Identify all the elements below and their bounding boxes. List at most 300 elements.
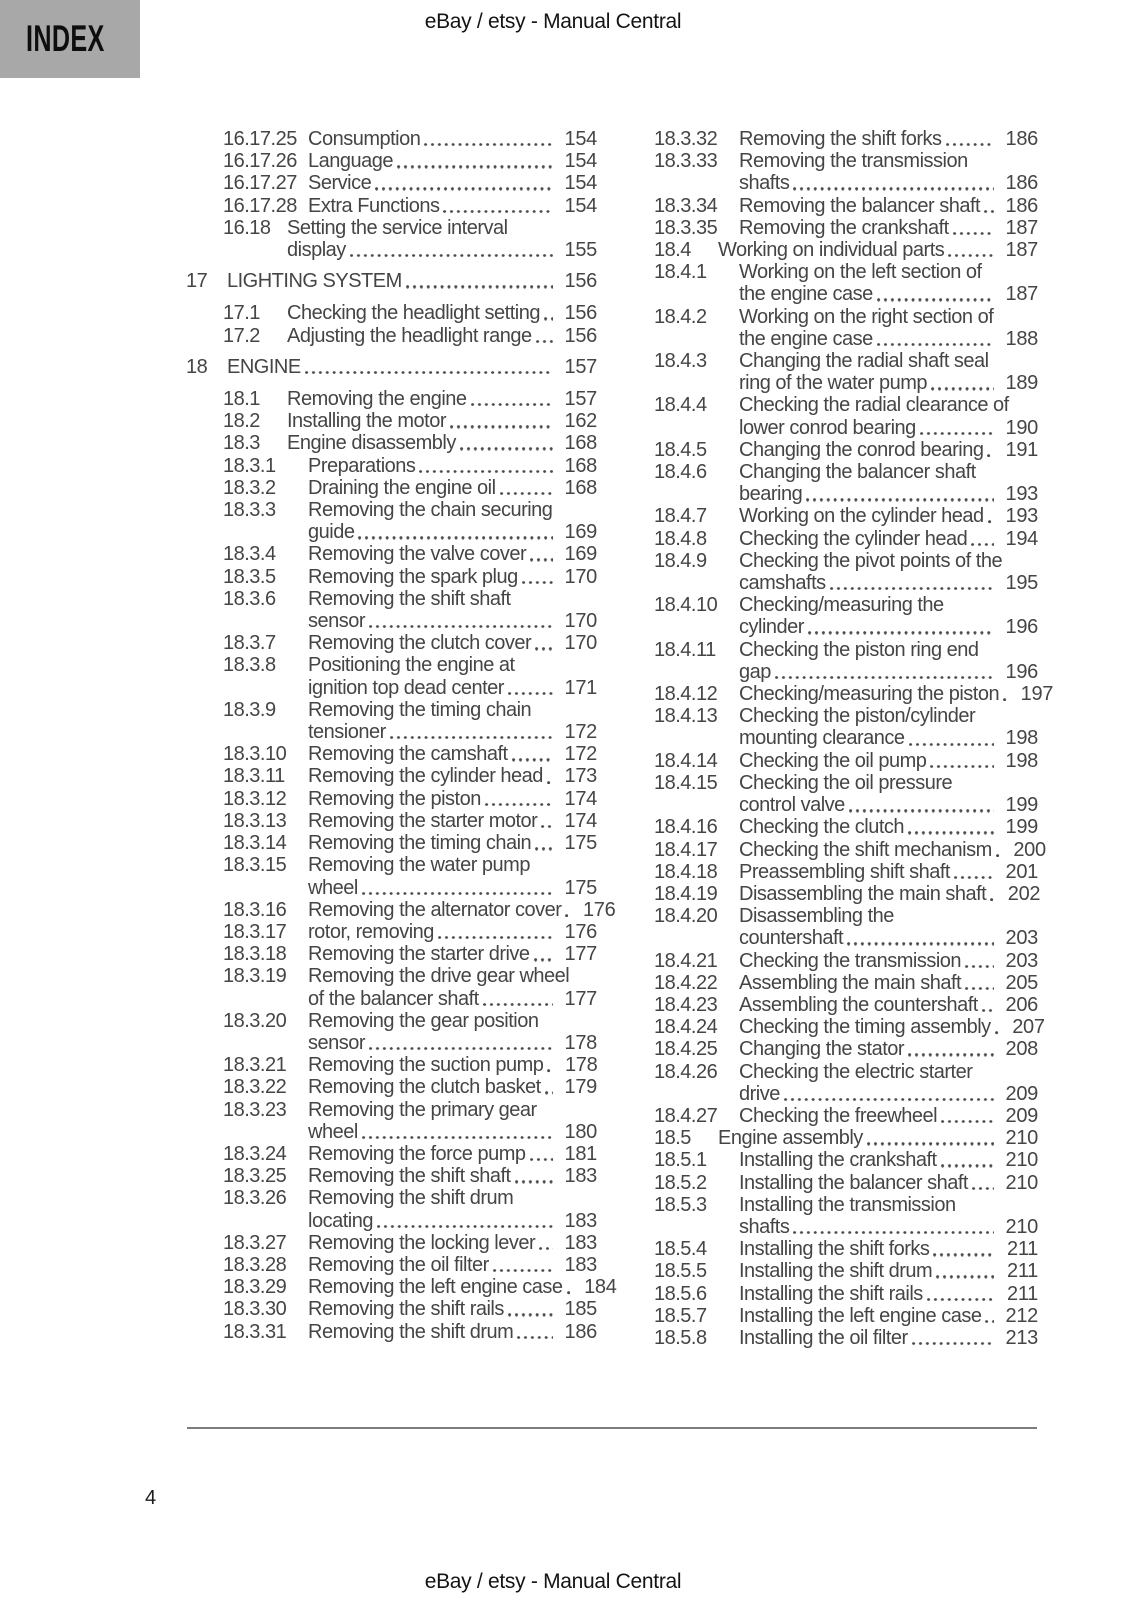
dot-leader: [545, 1091, 553, 1094]
toc-entry-page: 199: [1005, 794, 1038, 817]
toc-entry-title: Checking the timing assembly: [739, 1016, 991, 1039]
dot-leader: [847, 942, 994, 945]
toc-entry[interactable]: [223, 217, 597, 261]
toc-entry-page: 194: [1005, 527, 1038, 550]
toc-entry[interactable]: [223, 1010, 597, 1054]
toc-entry-number: 18.3.22: [223, 1076, 287, 1099]
toc-entry[interactable]: [654, 439, 1038, 461]
toc-entry[interactable]: [654, 1283, 1038, 1305]
toc-entry-title: Consumption: [308, 128, 421, 150]
toc-entry-number: 18.4.7: [654, 505, 707, 528]
toc-entry[interactable]: [223, 302, 597, 324]
toc-entry[interactable]: [654, 528, 1038, 550]
toc-entry-title: Removing the cylinder head: [308, 765, 543, 788]
toc-entry[interactable]: [223, 172, 597, 194]
toc-entry-page: 202: [1007, 882, 1041, 905]
toc-entry-number: 17.2: [223, 324, 260, 347]
toc-entry-title: Checking the shift mechanism: [739, 838, 992, 861]
toc-entry-number: 18.4.13: [654, 705, 718, 728]
toc-entry[interactable]: [654, 1061, 1038, 1105]
dot-leader: [941, 1164, 994, 1167]
toc-entry-title: Installing the oil filter: [739, 1326, 908, 1349]
toc-entry-title: ENGINE: [227, 355, 301, 378]
toc-entry-title: Engine assembly: [718, 1127, 863, 1150]
toc-entry-number: 18.5.1: [654, 1149, 707, 1172]
toc-entry[interactable]: [654, 550, 1038, 594]
toc-entry[interactable]: [223, 699, 597, 743]
toc-entry[interactable]: [223, 1276, 617, 1299]
dot-leader: [965, 987, 994, 990]
header-title: eBay / etsy - Manual Central: [424, 10, 682, 33]
toc-entry-number: 18.4.23: [654, 993, 718, 1016]
toc-entry-number: 18.4.4: [654, 394, 707, 417]
toc-entry[interactable]: [654, 838, 1046, 861]
toc-entry-title: Checking/measuring the piston: [739, 683, 1000, 706]
dot-leader: [990, 898, 996, 901]
toc-entry-number: 18.3.13: [223, 809, 287, 832]
dot-leader: [460, 447, 553, 450]
toc-entry-title: Language: [308, 150, 393, 173]
toc-entry[interactable]: [654, 150, 1038, 194]
footer-divider: [187, 1427, 1037, 1429]
toc-entry-number: 18.3.6: [223, 587, 276, 610]
toc-entry-title: Checking the oil pressure: [739, 771, 953, 794]
toc-entry[interactable]: [654, 1238, 1038, 1260]
toc-entry-title: Working on the left section of: [739, 261, 982, 284]
toc-entry[interactable]: [654, 1327, 1038, 1349]
toc-entry-number: 18.3.2: [223, 476, 276, 499]
toc-entry[interactable]: [223, 743, 597, 765]
toc-entry-title: sensor: [308, 610, 366, 633]
toc-entry[interactable]: [223, 810, 597, 832]
toc-entry-number: 18.3.25: [223, 1165, 287, 1188]
dot-leader: [793, 187, 994, 190]
toc-entry[interactable]: [654, 394, 1038, 438]
toc-entry-title: Removing the force pump: [308, 1142, 526, 1165]
toc-entry-page: 180: [564, 1120, 597, 1143]
toc-entry-page: 195: [1005, 572, 1038, 595]
toc-entry[interactable]: [654, 882, 1041, 905]
toc-entry-page: 154: [564, 128, 597, 150]
toc-entry-title: Preassembling shift shaft: [739, 860, 950, 883]
dot-leader: [946, 143, 994, 146]
toc-entry[interactable]: [654, 750, 1038, 772]
toc-entry-number: 18.4.18: [654, 860, 718, 883]
toc-entry[interactable]: [223, 1232, 597, 1254]
toc-entry-title: Installing the shift forks: [739, 1238, 930, 1261]
toc-entry-title: cylinder: [739, 616, 804, 639]
toc-entry-page: 175: [564, 832, 597, 855]
dot-leader: [350, 254, 553, 257]
toc-entry-number: 16.17.28: [223, 194, 297, 217]
toc-entry-page: 187: [1005, 283, 1038, 306]
toc-entry[interactable]: [654, 1172, 1038, 1194]
toc-entry[interactable]: [654, 950, 1038, 972]
dot-leader: [419, 470, 553, 473]
toc-entry-number: 18.4.25: [654, 1038, 718, 1061]
toc-entry-number: 18.3.8: [223, 654, 276, 677]
toc-entry-page: 183: [564, 1253, 597, 1276]
toc-entry-page: 193: [1005, 483, 1038, 506]
toc-entry[interactable]: [223, 1321, 597, 1343]
toc-entry-title: guide: [308, 521, 355, 544]
toc-entry-title: gap: [739, 660, 771, 683]
toc-entry-page: 154: [564, 194, 597, 217]
dot-leader: [369, 625, 553, 628]
toc-entry[interactable]: [654, 261, 1038, 305]
toc-entry-page: 193: [1005, 505, 1038, 528]
toc-entry[interactable]: [223, 195, 597, 217]
dot-leader: [808, 631, 994, 634]
dot-leader: [912, 1342, 994, 1345]
toc-entry-title: Removing the engine: [287, 388, 467, 411]
toc-entry[interactable]: [654, 1038, 1038, 1060]
dot-leader: [927, 1298, 994, 1301]
toc-entry-number: 18.4.5: [654, 438, 707, 461]
footer-title: eBay / etsy - Manual Central: [424, 1570, 682, 1593]
toc-entry-number: 18.3.29: [223, 1276, 287, 1299]
toc-entry-page: 209: [1005, 1082, 1038, 1105]
toc-entry-title: Positioning the engine at: [308, 654, 515, 677]
toc-entry[interactable]: [223, 788, 597, 810]
toc-entry-title: Checking the electric starter: [739, 1060, 973, 1083]
toc-entry-page: 197: [1020, 683, 1054, 706]
toc-entry[interactable]: [654, 772, 1038, 816]
dot-leader: [908, 831, 994, 834]
toc-entry-title: sensor: [308, 1031, 366, 1054]
toc-entry-title: Installing the left engine case: [739, 1304, 982, 1327]
toc-entry[interactable]: [223, 325, 597, 347]
toc-entry[interactable]: [654, 1260, 1038, 1282]
toc-entry-page: 176: [582, 898, 616, 921]
toc-entry-page: 181: [564, 1142, 597, 1165]
toc-entry-page: 171: [564, 676, 597, 699]
toc-entry-number: 18.4.8: [654, 527, 707, 550]
toc-entry-page: 189: [1005, 372, 1038, 395]
dot-leader: [995, 1031, 1001, 1034]
dot-leader: [305, 371, 553, 374]
toc-entry-page: 211: [1007, 1260, 1038, 1283]
toc-entry-title: Checking the clutch: [739, 816, 905, 839]
dot-leader: [931, 387, 994, 390]
dot-leader: [988, 520, 994, 523]
toc-entry-page: 201: [1005, 860, 1038, 883]
toc-entry[interactable]: [223, 1054, 597, 1076]
toc-entry-page: 156: [564, 302, 597, 325]
dot-leader: [936, 1275, 994, 1278]
toc-entry[interactable]: [654, 1016, 1045, 1039]
toc-entry-title: Removing the shift drum: [308, 1187, 514, 1210]
toc-entry-page: 170: [564, 565, 597, 588]
toc-entry-title: Checking/measuring the: [739, 594, 944, 617]
toc-entry-page: 190: [1005, 416, 1038, 439]
toc-entry[interactable]: [654, 505, 1038, 527]
toc-entry-title: Removing the suction pump: [308, 1054, 544, 1077]
toc-entry[interactable]: [223, 921, 597, 943]
dot-leader: [987, 454, 994, 457]
toc-entry-title: Changing the stator: [739, 1038, 905, 1061]
toc-entry[interactable]: [654, 1194, 1038, 1238]
toc-entry-page: 154: [564, 172, 597, 195]
toc-entry[interactable]: [223, 477, 597, 499]
toc-entry-number: 18.4.22: [654, 971, 718, 994]
toc-entry[interactable]: [223, 588, 597, 632]
toc-entry[interactable]: [654, 195, 1038, 217]
index-tab-label: INDEX: [26, 18, 105, 59]
dot-leader: [512, 758, 553, 761]
toc-entry[interactable]: [654, 217, 1038, 239]
toc-entry[interactable]: [223, 455, 597, 477]
toc-entry-title: Disassembling the: [739, 905, 894, 928]
toc-entry-number: 18.5.3: [654, 1193, 707, 1216]
toc-entry[interactable]: [223, 832, 597, 854]
toc-entry[interactable]: [654, 972, 1038, 994]
toc-entry-page: 208: [1005, 1038, 1038, 1061]
toc-entry[interactable]: [223, 1165, 597, 1187]
toc-entry-number: 18.5.5: [654, 1260, 707, 1283]
toc-entry-number: 18.3.12: [223, 787, 287, 810]
toc-entry-page: 179: [564, 1076, 597, 1099]
toc-entry-title: Removing the shift shaft: [308, 587, 511, 610]
toc-entry[interactable]: [223, 943, 597, 965]
toc-entry[interactable]: [223, 1298, 597, 1320]
toc-entry-page: 196: [1005, 616, 1038, 639]
toc-entry-page: 203: [1005, 949, 1038, 972]
toc-entry-title: Installing the transmission: [739, 1193, 956, 1216]
toc-entry-title: Checking the pivot points of the: [739, 549, 1003, 572]
toc-entry[interactable]: [223, 898, 616, 921]
toc-entry-number: 18.4.19: [654, 882, 718, 905]
toc-entry-page: 178: [564, 1054, 598, 1077]
toc-entry-page: 186: [1005, 172, 1038, 195]
toc-entry-page: 170: [564, 610, 597, 633]
toc-entry-page: 168: [564, 476, 597, 499]
toc-entry[interactable]: [654, 239, 1038, 261]
toc-entry-page: 206: [1005, 993, 1038, 1016]
toc-entry-page: 196: [1005, 660, 1038, 683]
toc-entry-page: 168: [564, 454, 597, 477]
toc-entry[interactable]: [654, 639, 1038, 683]
toc-entry-title: mounting clearance: [739, 727, 905, 750]
toc-entry[interactable]: [223, 1254, 597, 1276]
toc-entry-title: Checking the piston ring end: [739, 638, 979, 661]
toc-entry-title: control valve: [739, 794, 845, 817]
toc-entry-page: 169: [564, 543, 597, 566]
toc-entry-number: 18.3.18: [223, 943, 287, 966]
toc-entry-title: Extra Functions: [308, 194, 440, 217]
toc-entry-title: Assembling the countershaft: [739, 993, 978, 1016]
toc-entry[interactable]: [186, 270, 597, 292]
dot-leader: [493, 1269, 553, 1272]
toc-entry[interactable]: [654, 128, 1038, 150]
toc-entry-page: 157: [564, 355, 597, 378]
dot-leader: [375, 187, 553, 190]
toc-entry-number: 17: [186, 270, 208, 293]
toc-entry-page: 188: [1005, 327, 1038, 350]
toc-entry-page: 186: [1005, 128, 1038, 150]
dot-leader: [515, 1180, 553, 1183]
toc-entry-number: 18.3.14: [223, 832, 287, 855]
dot-leader: [362, 892, 553, 895]
dot-leader: [534, 958, 553, 961]
toc-entry-page: 210: [1005, 1171, 1038, 1194]
toc-entry[interactable]: [223, 632, 597, 654]
dot-leader: [775, 676, 994, 679]
toc-entry-page: 198: [1005, 727, 1038, 750]
toc-entry[interactable]: [223, 566, 597, 588]
toc-entry[interactable]: [223, 128, 597, 150]
toc-entry-number: 18.3.31: [223, 1320, 287, 1343]
toc-entry[interactable]: [654, 1149, 1038, 1171]
toc-entry[interactable]: [223, 1099, 597, 1143]
toc-entry-page: 186: [564, 1320, 597, 1343]
dot-leader: [471, 403, 553, 406]
toc-entry-number: 18.4.16: [654, 816, 718, 839]
toc-entry[interactable]: [654, 461, 1038, 505]
dot-leader: [996, 854, 1002, 857]
dot-leader: [877, 298, 994, 301]
toc-entry-title: Assembling the main shaft: [739, 971, 962, 994]
dot-leader: [517, 1336, 553, 1339]
toc-entry-page: 178: [564, 1031, 597, 1054]
toc-entry-page: 172: [564, 721, 597, 744]
toc-entry[interactable]: [223, 765, 597, 787]
toc-entry-page: 210: [1005, 1215, 1038, 1238]
toc-entry-number: 18.3.23: [223, 1098, 287, 1121]
dot-leader: [830, 587, 994, 590]
toc-entry[interactable]: [223, 965, 597, 1009]
toc-entry-title: Checking the freewheel: [739, 1104, 938, 1127]
toc-entry-page: 209: [1005, 1104, 1038, 1127]
toc-entry-number: 18.3.15: [223, 854, 287, 877]
dot-leader: [443, 210, 553, 213]
toc-entry[interactable]: [223, 854, 597, 898]
toc-entry-title: Preparations: [308, 454, 416, 477]
toc-entry-title: Removing the timing chain: [308, 832, 532, 855]
toc-entry-page: 183: [564, 1231, 597, 1254]
toc-entry-page: 183: [564, 1165, 597, 1188]
dot-leader: [784, 1098, 994, 1101]
dot-leader: [535, 647, 553, 650]
toc-entry-title: Service: [308, 172, 372, 195]
toc-entry-page: 211: [1007, 1282, 1038, 1305]
dot-leader: [450, 425, 553, 428]
toc-entry-number: 18.4.14: [654, 749, 718, 772]
dot-leader: [530, 558, 553, 561]
toc-entry[interactable]: [654, 994, 1038, 1016]
toc-entry-title: Setting the service interval: [287, 216, 508, 239]
toc-entry-number: 18.3.20: [223, 1009, 287, 1032]
dot-leader: [1003, 698, 1009, 701]
toc-entry-title: Installing the motor: [287, 410, 446, 433]
toc-entry-number: 16.17.26: [223, 150, 297, 173]
toc-entry-title: Checking the piston/cylinder: [739, 705, 976, 728]
toc-entry-page: 168: [564, 432, 597, 455]
toc-entry-page: 177: [564, 943, 597, 966]
toc-entry-title: Removing the shift forks: [739, 128, 942, 150]
page-number: 4: [145, 1487, 157, 1509]
dot-leader: [544, 317, 553, 320]
dot-leader: [536, 340, 553, 343]
toc-entry-title: Engine disassembly: [287, 432, 456, 455]
toc-entry-title: Removing the spark plug: [308, 565, 518, 588]
toc-entry-title: Removing the locking lever: [308, 1231, 536, 1254]
toc-entry-title: Removing the transmission: [739, 150, 968, 173]
dot-leader: [793, 1231, 994, 1234]
dot-leader: [982, 1009, 994, 1012]
toc-entry-number: 18.3.5: [223, 565, 276, 588]
toc-entry-number: 18.3.21: [223, 1054, 287, 1077]
toc-entry-number: 18.3.4: [223, 543, 276, 566]
toc-entry-page: 187: [1005, 239, 1038, 262]
toc-entry-title: Checking the oil pump: [739, 749, 927, 772]
toc-entry-page: 172: [564, 743, 597, 766]
toc-entry-title: Removing the piston: [308, 787, 481, 810]
toc-entry[interactable]: [223, 1076, 597, 1098]
toc-entry[interactable]: [654, 705, 1038, 749]
toc-entry-title: Installing the shift drum: [739, 1260, 933, 1283]
toc-entry[interactable]: [223, 432, 597, 454]
toc-entry-title: Removing the drive gear wheel: [308, 965, 570, 988]
toc-entry-page: 156: [564, 270, 597, 293]
toc-entry-number: 18.4.11: [654, 638, 716, 661]
toc-entry-title: Working on individual parts: [718, 239, 945, 262]
toc-entry[interactable]: [654, 350, 1038, 394]
toc-entry[interactable]: [654, 1105, 1038, 1127]
toc-entry-title: Removing the shift drum: [308, 1320, 514, 1343]
toc-entry-page: 170: [564, 632, 597, 655]
toc-entry-page: 154: [564, 150, 597, 173]
toc-entry[interactable]: [654, 683, 1054, 706]
toc-entry-page: 174: [564, 787, 597, 810]
toc-entry-title: of the balancer shaft: [308, 987, 479, 1010]
toc-entry[interactable]: [223, 1143, 597, 1165]
toc-entry-title: Removing the gear position: [308, 1009, 539, 1032]
toc-entry-page: 203: [1005, 927, 1038, 950]
toc-entry[interactable]: [654, 905, 1038, 949]
toc-entry-title: Removing the primary gear: [308, 1098, 537, 1121]
toc-entry-page: 173: [564, 765, 597, 788]
toc-entry[interactable]: [186, 356, 597, 378]
toc-entry-number: 18.4.24: [654, 1016, 718, 1039]
toc-entry[interactable]: [223, 654, 597, 698]
toc-entry-number: 18.5.4: [654, 1238, 707, 1261]
toc-entry-title: tensioner: [308, 721, 386, 744]
toc-entry[interactable]: [223, 543, 597, 565]
toc-entry[interactable]: [223, 410, 597, 432]
dot-leader: [483, 1003, 553, 1006]
toc-entry-title: Removing the camshaft: [308, 743, 508, 766]
toc-entry[interactable]: [223, 388, 597, 410]
toc-entry[interactable]: [223, 1187, 597, 1231]
toc-entry[interactable]: [654, 306, 1038, 350]
toc-entry[interactable]: [654, 1127, 1038, 1149]
toc-entry-number: 18.4.15: [654, 771, 718, 794]
toc-entry[interactable]: [223, 499, 597, 543]
toc-entry-title: Changing the balancer shaft: [739, 461, 976, 484]
toc-entry-title: Installing the crankshaft: [739, 1149, 937, 1172]
toc-entry-title: countershaft: [739, 927, 844, 950]
toc-entry-title: ring of the water pump: [739, 372, 927, 395]
toc-entry[interactable]: [654, 861, 1038, 883]
toc-entry[interactable]: [654, 816, 1038, 838]
toc-entry-number: 18.4.12: [654, 683, 718, 706]
toc-entry[interactable]: [223, 150, 597, 172]
dot-leader: [547, 781, 553, 784]
toc-entry[interactable]: [654, 1305, 1038, 1327]
toc-entry[interactable]: [654, 594, 1038, 638]
toc-entry-page: 205: [1005, 971, 1038, 994]
